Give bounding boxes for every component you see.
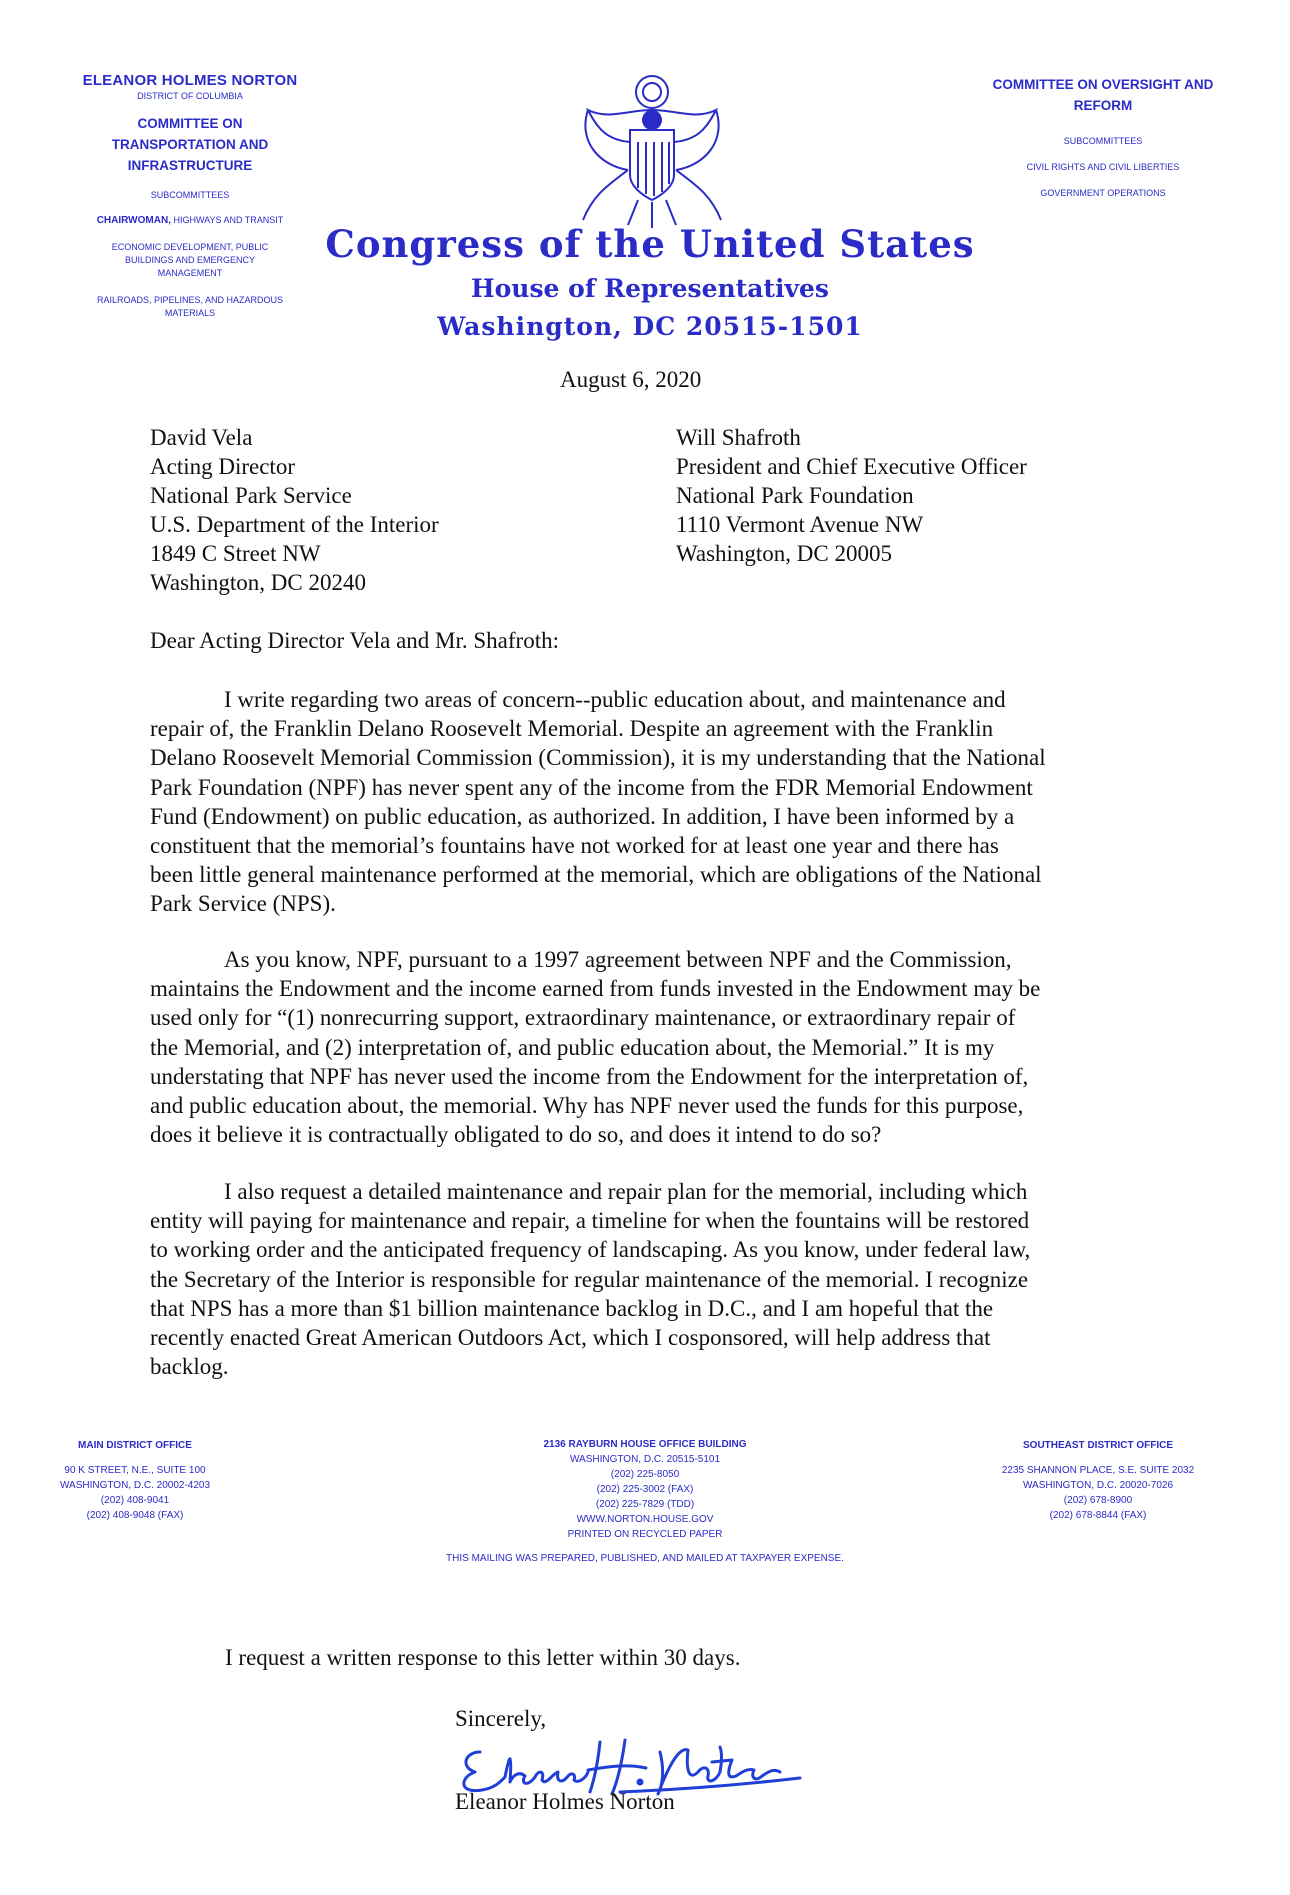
rayburn-office: 2136 RAYBURN HOUSE OFFICE BUILDING WASHINGTON, D.C. 20515-5101 (202) 225-8050 (202) 225-3002 (FAX) (202) 225-7829 (TDD) WWW.NORTON.HOUSE.GOV PRINTED ON RECYCLED PAPER [543,1439,747,1540]
subcommittee-railroads: RAILROADS, PIPELINES, AND HAZARDOUS MATERIALS [96,295,284,318]
committee-name: COMMITTEE ON TRANSPORTATION AND INFRASTRUCTURE [111,116,269,173]
header-house: House of Representatives [471,274,829,303]
mailing-note: THIS MAILING WAS PREPARED, PUBLISHED, AND MAILED AT TAXPAYER EXPENSE. [446,1553,844,1564]
subcommittee-economic-development: ECONOMIC DEVELOPMENT, PUBLIC BUILDINGS AND EMERGENCY MANAGEMENT [111,242,269,278]
header-city: Washington, DC 20515-1501 [437,312,863,341]
body-paragraph-3: I also request a detailed maintenance and repair plan for the memorial, including which entity will paying for maintenance and repair, a timeline for when the fountains will be restored to working order and the anticipated frequency of landscaping. As you know, under federal law, the Secretary of the Interior is responsible for regular maintenance of the memorial. I recognize that NPS has a more than $1 billion maintenance backlog in D.C., and I am hopeful that the recently enacted Great American Outdoors Act, which I cosponsored, will help address that backlog. [150,1179,1031,1380]
letterhead-left [55,72,325,320]
salutation: Dear Acting Director Vela and Mr. Shafroth: [150,628,559,653]
subcommittee-government-operations: GOVERNMENT OPERATIONS [1040,188,1166,198]
recipient-right-address: Will Shafroth President and Chief Executive Officer National Park Foundation 1110 Vermont Avenue NW Washington, DC 20005 [676,425,1027,566]
committee-oversight: COMMITTEE ON OVERSIGHT AND REFORM [992,77,1214,113]
subcommittee-civil-rights: CIVIL RIGHTS AND CIVIL LIBERTIES [1026,162,1180,172]
signer-name: Eleanor Holmes Norton [455,1789,675,1814]
subcommittees-label: SUBCOMMITTEES [1063,136,1143,146]
main-district-office: MAIN DISTRICT OFFICE 90 K STREET, N.E., SUITE 100 WASHINGTON, D.C. 20002-4203 (202) 408-9041 (202) 408-9048 (FAX) [59,1440,211,1521]
body-paragraph-2: As you know, NPF, pursuant to a 1997 agreement between NPF and the Commission, maintains the Endowment and the income earned from funds invested in the Endowment may be used only for “(1) nonrecurring support, extraordinary maintenance, or extraordinary repair of the Memorial, and (2) interpretation of, and public education about, the Memorial.” It is my understating that NPF has never used the income from the Endowment for the interpretation of, and public education about, the memorial. Why has NPF never used the funds for this purpose, does it believe it is contractually obligated to do so, and does it intend to do so? [150,947,1041,1148]
subcommittees-label: SUBCOMMITTEES [150,190,230,200]
member-district: DISTRICT OF COLUMBIA [137,91,243,101]
body-paragraph-1: I write regarding two areas of concern--public education about, and maintenance and repair of, the Franklin Delano Roosevelt Memorial. Despite an agreement with the Franklin Delano Roosevelt Memorial Commission (Commission), it is my understanding that the National Park Foundation (NPF) has never spent any of the income from the FDR Memorial Endowment Fund (Endowment) on public education, as authorized. In addition, I have been informed by a constituent that the memorial’s fountains have not worked for at least one year and there has been little general maintenance performed at the memorial, which are obligations of the National Park Service (NPS). [150,687,1046,917]
southeast-district-office: SOUTHEAST DISTRICT OFFICE 2235 SHANNON PLACE, S.E. SUITE 2032 WASHINGTON, D.C. 20020-7026 (202) 678-8900 (202) 678-8844 (FAX) [1001,1440,1195,1521]
letterhead-right [968,74,1238,198]
header-title: Congress of the United States [325,222,975,266]
subcommittee-highways: CHAIRWOMAN, HIGHWAYS AND TRANSIT [96,215,284,226]
eagle-seal-icon [568,70,736,230]
letter-date: August 6, 2020 [560,367,702,392]
closing-sentence: I request a written response to this letter within 30 days. [225,1645,741,1670]
closing-sincerely: Sincerely, [455,1706,547,1731]
recipient-left-address: David Vela Acting Director National Park Service U.S. Department of the Interior 1849 C Street NW Washington, DC 20240 [150,425,439,595]
member-name: ELEANOR HOLMES NORTON [82,72,298,89]
